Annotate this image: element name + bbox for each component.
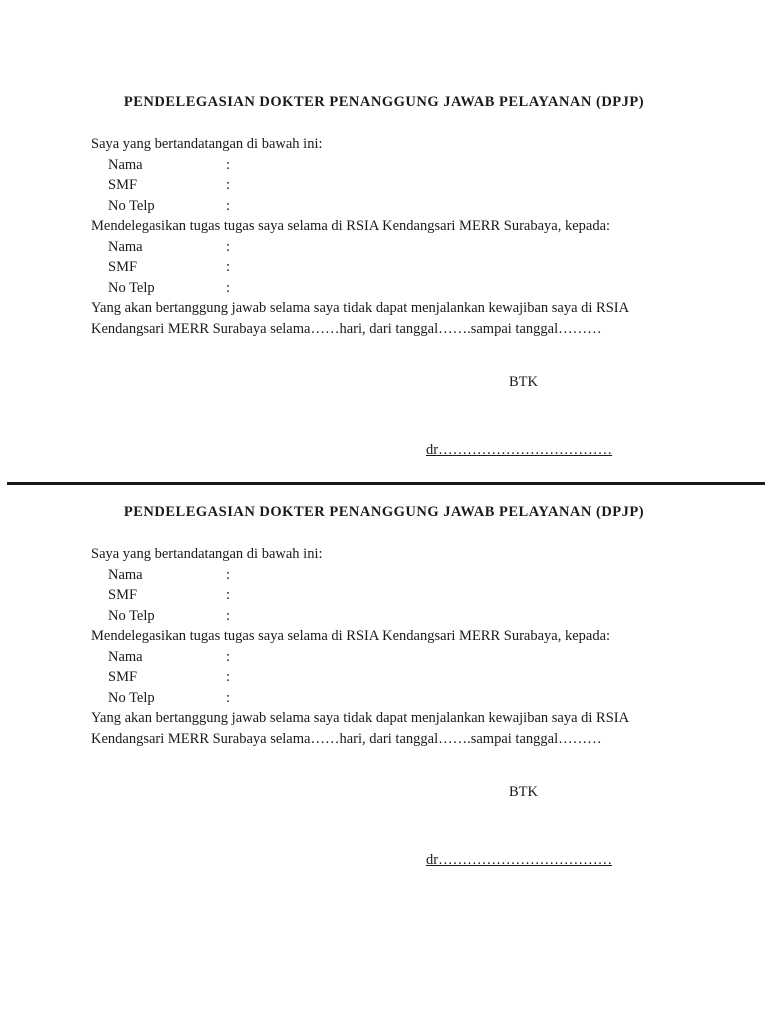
field-label: No Telp <box>108 689 155 706</box>
field-colon: : <box>226 648 231 665</box>
intro-text: Saya yang bertandatangan di bawah ini: <box>91 546 323 562</box>
signature-line: dr……………………………… <box>426 852 613 868</box>
field-colon: : <box>226 279 231 296</box>
field-label: Nama <box>108 156 143 173</box>
field-label: Nama <box>108 648 143 665</box>
field-colon: : <box>226 238 231 255</box>
delegate-field-nama <box>91 647 691 668</box>
responsibility-text-line1: Yang akan bertanggung jawab selama saya tidak dapat menjalankan kewajiban saya di RSIA <box>91 710 630 726</box>
field-no-telp <box>91 606 691 627</box>
field-colon: : <box>226 566 231 583</box>
intro-text: Saya yang bertandatangan di bawah ini: <box>91 136 323 152</box>
responsibility-text-line2: Kendangsari MERR Surabaya selama……hari, dari tanggal…….sampai tanggal……… <box>91 730 602 747</box>
form-title: PENDELEGASIAN DOKTER PENANGGUNG JAWAB PELAYANAN (DPJP) <box>123 94 645 110</box>
field-label: Nama <box>108 566 143 583</box>
delegate-field-smf <box>91 257 691 278</box>
field-label: No Telp <box>108 197 155 214</box>
field-label: No Telp <box>108 607 155 624</box>
responsibility-text-line1: Yang akan bertanggung jawab selama saya tidak dapat menjalankan kewajiban saya di RSIA <box>91 300 630 316</box>
form-title: PENDELEGASIAN DOKTER PENANGGUNG JAWAB PELAYANAN (DPJP) <box>123 504 645 520</box>
field-colon: : <box>226 587 231 603</box>
field-colon: : <box>226 177 231 193</box>
field-colon: : <box>226 259 231 275</box>
field-colon: : <box>226 156 231 173</box>
field-no-telp <box>91 196 691 217</box>
field-nama <box>91 155 691 176</box>
field-label: SMF <box>108 177 138 193</box>
form-body <box>91 544 691 749</box>
field-colon: : <box>226 689 231 706</box>
delegate-field-nama <box>91 237 691 258</box>
btk-label: BTK <box>509 374 538 390</box>
cut-line-divider <box>7 482 765 485</box>
delegate-field-no-telp <box>91 688 691 709</box>
delegate-field-no-telp <box>91 278 691 299</box>
field-colon: : <box>226 669 231 685</box>
delegation-text: Mendelegasikan tugas tugas saya selama di RSIA Kendangsari MERR Surabaya, kepada: <box>91 218 611 234</box>
form-body <box>91 134 691 339</box>
delegate-field-smf <box>91 667 691 688</box>
field-smf <box>91 175 691 196</box>
field-label: SMF <box>108 587 138 603</box>
btk-label: BTK <box>509 784 538 800</box>
responsibility-text-line2: Kendangsari MERR Surabaya selama……hari, dari tanggal…….sampai tanggal……… <box>91 320 602 337</box>
signature-line: dr……………………………… <box>426 442 613 458</box>
field-colon: : <box>226 607 231 624</box>
field-colon: : <box>226 197 231 214</box>
field-nama <box>91 565 691 586</box>
delegation-text: Mendelegasikan tugas tugas saya selama di RSIA Kendangsari MERR Surabaya, kepada: <box>91 628 611 644</box>
field-label: SMF <box>108 669 138 685</box>
field-smf <box>91 585 691 606</box>
field-label: Nama <box>108 238 143 255</box>
field-label: SMF <box>108 259 138 275</box>
field-label: No Telp <box>108 279 155 296</box>
